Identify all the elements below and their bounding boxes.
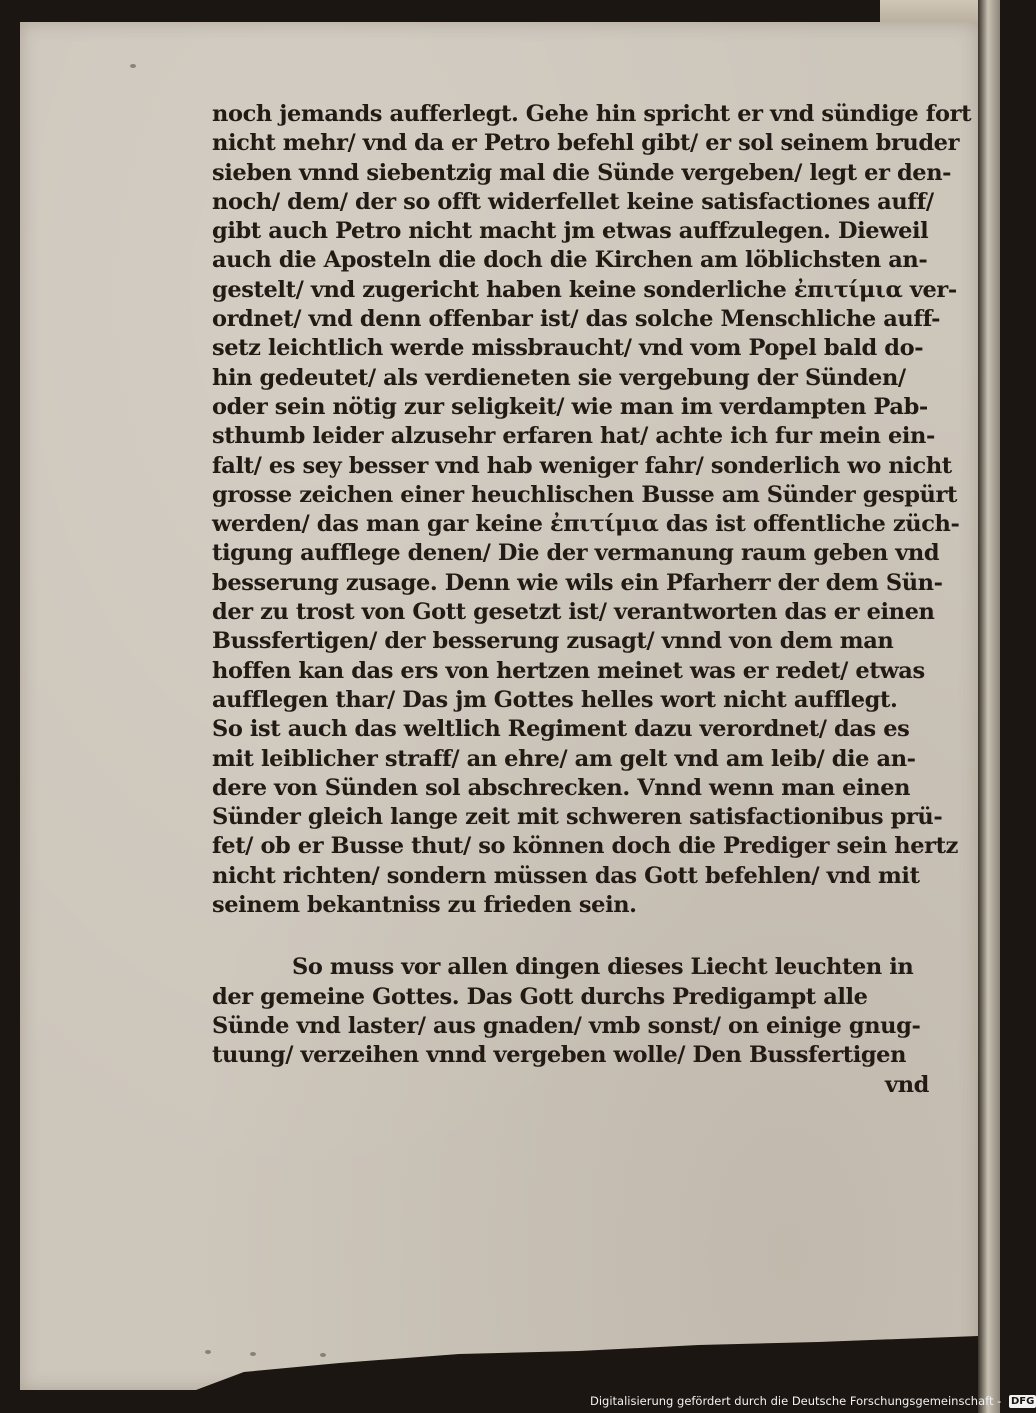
text-line: falt/ es sey besser vnd hab weniger fahr/ sonderlich wo nicht — [212, 452, 952, 479]
text-line: ordnet/ vnd denn offenbar ist/ das solche Menschliche auff- — [212, 306, 941, 333]
text-line: der gemeine Gottes. Das Gott durchs Predigampt alle — [212, 983, 868, 1010]
paper-spot — [130, 64, 136, 68]
catchword: vnd — [885, 1071, 929, 1098]
text-line: werden/ das man gar keine ἐπιτίμια das ist offentliche züch- — [212, 511, 960, 538]
text-line: oder sein nötig zur seligkeit/ wie man im verdampten Pab- — [212, 393, 928, 420]
text-line: auch die Aposteln die doch die Kirchen am löblichsten an- — [212, 247, 928, 274]
text-line: Bussfertigen/ der besserung zusagt/ vnnd von dem man — [212, 628, 894, 655]
text-line: nicht mehr/ vnd da er Petro befehl gibt/ er sol seinem bruder — [212, 130, 960, 157]
text-line: aufflegen thar/ Das jm Gottes helles wort nicht aufflegt. — [212, 686, 898, 713]
text-line: fet/ ob er Busse thut/ so können doch die Prediger sein hertz — [212, 833, 958, 860]
text-line: sieben vnnd siebentzig mal die Sünde vergeben/ legt er den- — [212, 159, 952, 186]
paragraph-gap — [212, 920, 937, 953]
text-line: gibt auch Petro nicht macht jm etwas auffzulegen. Dieweil — [212, 218, 929, 245]
text-line: So muss vor allen dingen dieses Liecht leuchten in — [292, 954, 914, 981]
paper-spot — [320, 1353, 326, 1357]
text-line: Sünder gleich lange zeit mit schweren satisfactionibus prü- — [212, 804, 943, 831]
text-line: dere von Sünden sol abschrecken. Vnnd wenn man einen — [212, 774, 911, 801]
text-line: grosse zeichen einer heuchlischen Busse am Sünder gespürt — [212, 481, 957, 508]
paper-spot — [250, 1352, 256, 1356]
text-line: der zu trost von Gott gesetzt ist/ verantworten das er einen — [212, 599, 935, 626]
text-line: Sünde vnd laster/ aus gnaden/ vmb sonst/ on einige gnug- — [212, 1012, 921, 1039]
digitization-credit — [590, 1391, 1035, 1411]
text-line: So ist auch das weltlich Regiment dazu verordnet/ das es — [212, 716, 910, 743]
text-line: seinem bekantniss zu frieden sein. — [212, 892, 637, 919]
paragraph-2 — [212, 953, 937, 1099]
text-line: hin gedeutet/ als verdieneten sie vergebung der Sünden/ — [212, 364, 906, 391]
text-line: besserung zusage. Denn wie wils ein Pfarherr der dem Sün- — [212, 569, 943, 596]
text-line: setz leichtlich werde missbraucht/ vnd vom Popel bald do- — [212, 335, 924, 362]
body-text — [212, 100, 972, 1100]
text-line: sthumb leider alzusehr erfaren hat/ achte ich fur mein ein- — [212, 423, 935, 450]
text-line: tuung/ verzeihen vnnd vergeben wolle/ Den Bussfertigen — [212, 1042, 907, 1069]
credit-text: Digitalisierung gefördert durch die Deutsche Forschungsgemeinschaft - — [590, 1394, 1002, 1408]
paragraph-1 — [212, 100, 972, 920]
text-line: hoffen kan das ers von hertzen meinet was er redet/ etwas — [212, 657, 925, 684]
paper-spot — [205, 1350, 211, 1354]
text-line: noch/ dem/ der so offt widerfellet keine satisfactiones auff/ — [212, 188, 934, 215]
text-line: gestelt/ vnd zugericht haben keine sonderliche ἐπιτίμια ver- — [212, 276, 957, 303]
text-line: noch jemands aufferlegt. Gehe hin spricht er vnd sündige fort — [212, 101, 972, 127]
scan-edge-right — [978, 0, 1000, 1413]
text-line: tigung aufflege denen/ Die der vermanung raum geben vnd — [212, 540, 940, 567]
dfg-logo: DFG — [1010, 1396, 1035, 1407]
text-line: nicht richten/ sondern müssen das Gott befehlen/ vnd mit — [212, 862, 920, 889]
text-line: mit leiblicher straff/ an ehre/ am gelt vnd am leib/ die an- — [212, 745, 916, 772]
